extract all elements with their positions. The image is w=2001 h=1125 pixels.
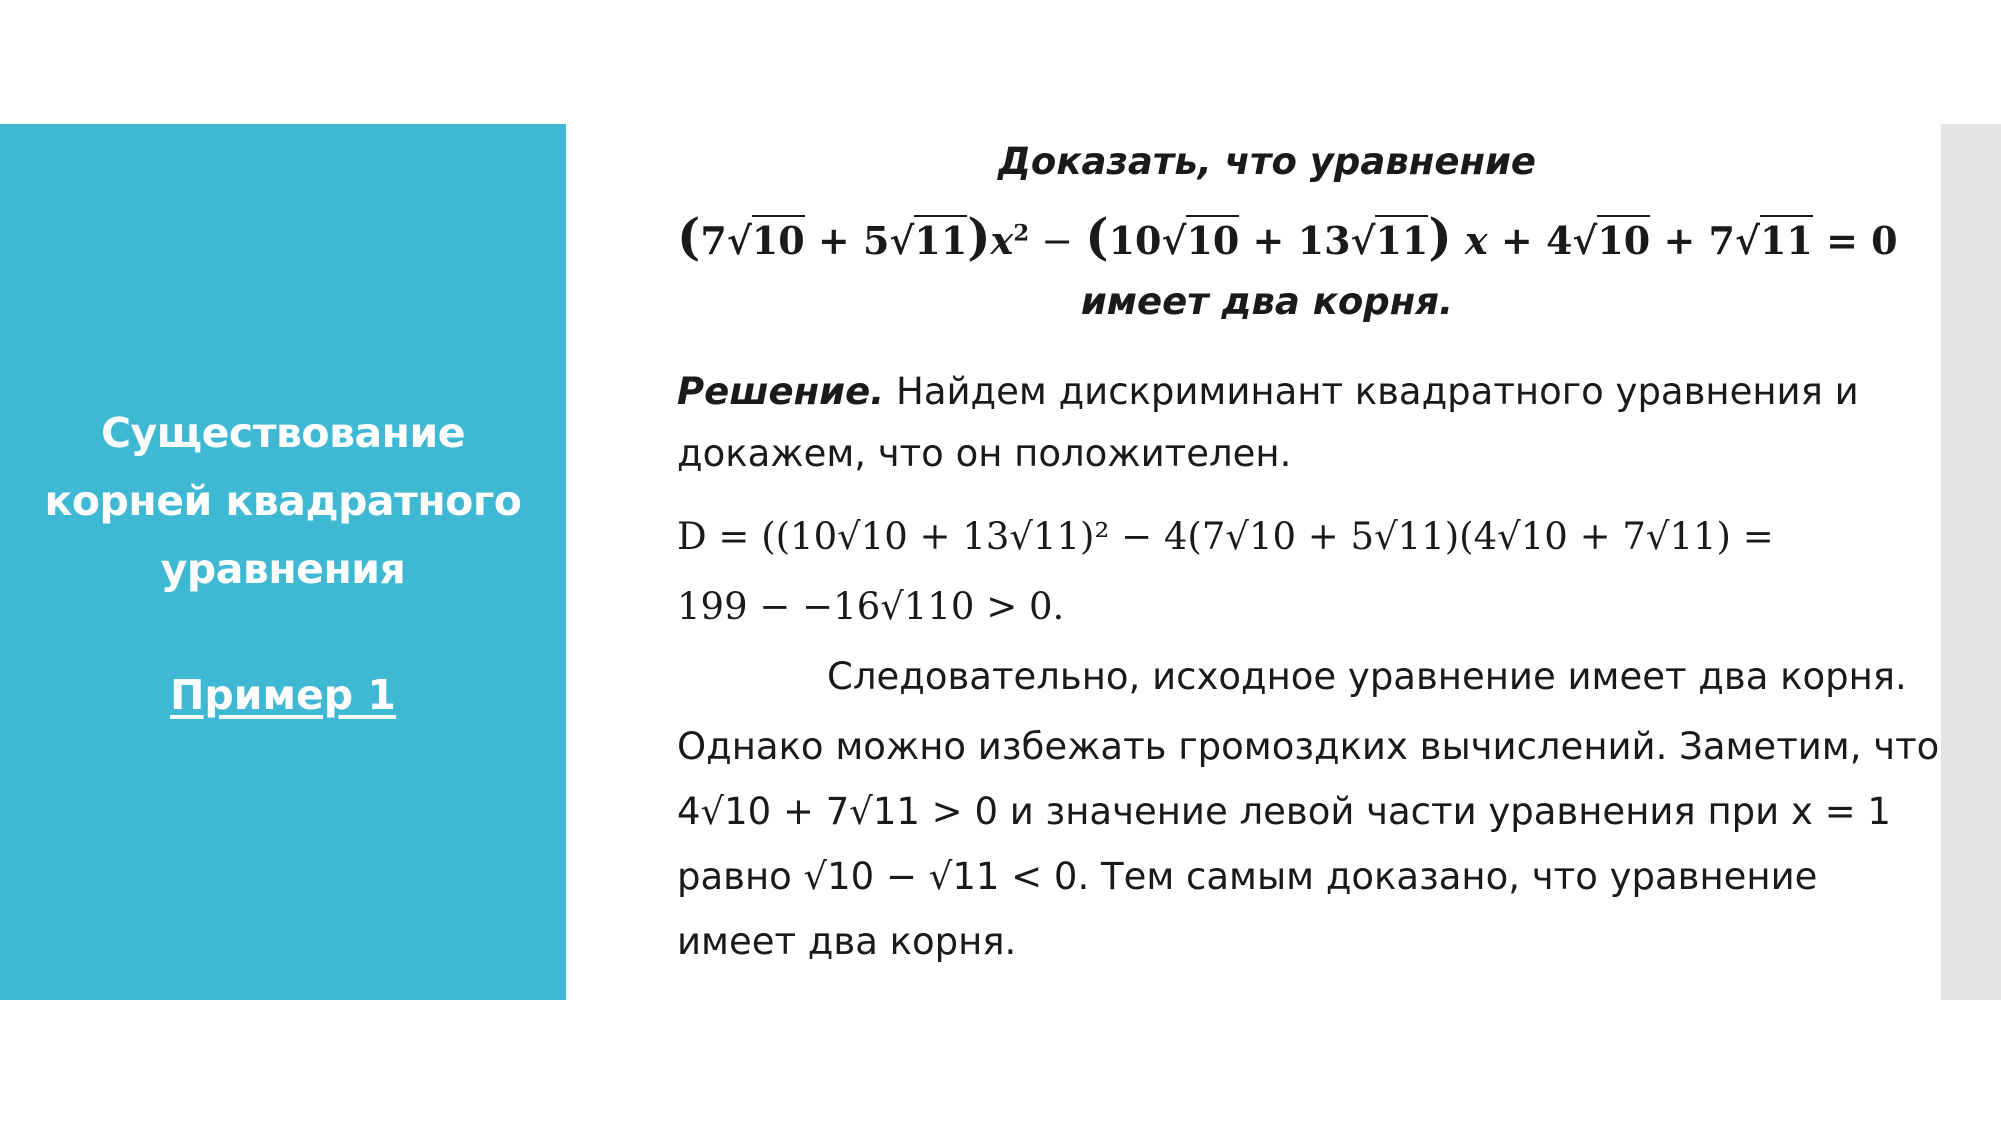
section-title-line: Существование xyxy=(100,409,466,457)
section-title-line: корней квадратного xyxy=(44,477,522,525)
side-panel xyxy=(0,124,566,1000)
solution-intro-2: докажем, что он положителен. xyxy=(677,432,1292,475)
alternative-text-4: имеет два корня. xyxy=(677,920,1017,963)
conclusion-text: Следовательно, исходное уравнение имеет два корня. xyxy=(827,655,1907,698)
discriminant-result: 199 − −16√110 > 0. xyxy=(677,585,1065,628)
discriminant-formula: D = ((10√10 + 13√11)² − 4(7√10 + 5√11)(4√10 + 7√11) = xyxy=(677,515,1774,558)
alternative-text-1: Однако можно избежать громоздких вычислений. Заметим, что xyxy=(677,725,1940,768)
alternative-text-2: 4√10 + 7√11 > 0 и значение левой части уравнения при x = 1 xyxy=(677,790,1891,833)
task-statement-end: имеет два корня. xyxy=(1080,280,1454,323)
alternative-text-3: равно √10 − √11 < 0. Тем самым доказано, что уравнение xyxy=(677,855,1818,898)
task-statement: Доказать, что уравнение xyxy=(997,140,1537,183)
section-title-line: уравнения xyxy=(160,545,406,593)
example-link[interactable]: Пример 1 xyxy=(170,671,396,719)
solution-label: Решение. xyxy=(677,370,885,413)
right-edge-bar xyxy=(1941,124,2001,1000)
solution-intro-text: Найдем дискриминант квадратного уравнения и xyxy=(896,370,1859,413)
solution-intro xyxy=(677,370,1859,413)
section-title xyxy=(40,399,526,603)
task-equation: $(7√10 + 5√11)x^2 - (10√10 + 13√11)$ x + 4√10 + 7√11 = 0 xyxy=(677,208,1898,266)
